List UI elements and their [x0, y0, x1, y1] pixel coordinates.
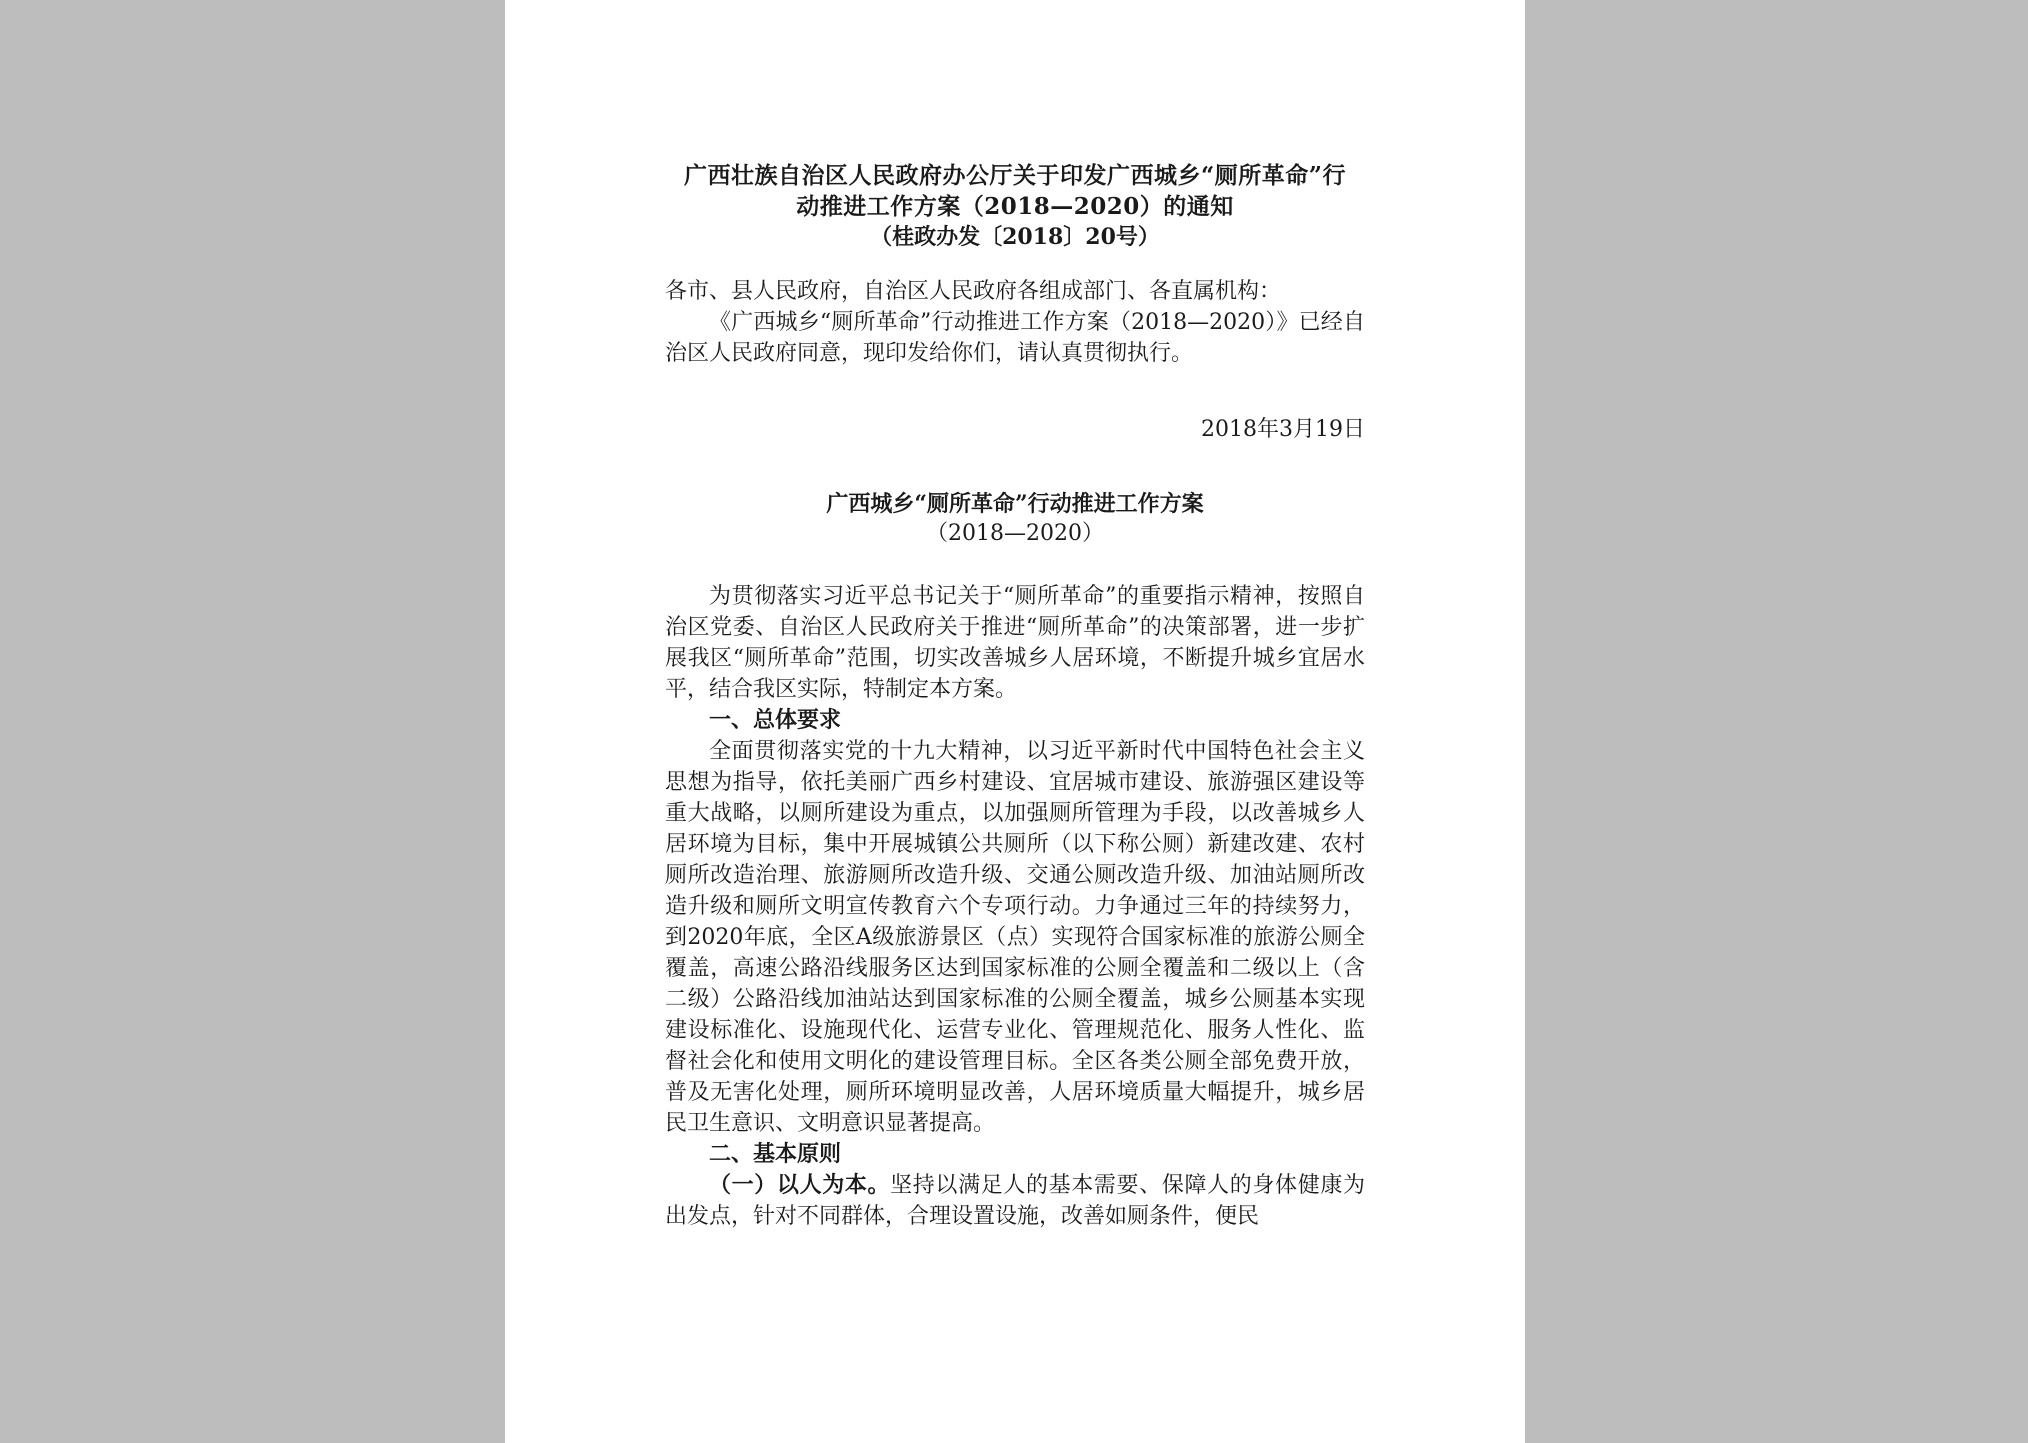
- spacer: [665, 549, 1365, 581]
- plan-intro: 为贯彻落实习近平总书记关于“厕所革命”的重要指示精神，按照自治区党委、自治区人民政府关于推进“厕所革命”的决策部署，进一步扩展我区“厕所革命”范围，切实改善城乡人居环境，不断提升城乡宜居水平，结合我区实际，特制定本方案。: [665, 584, 1365, 702]
- notice-title-line1: 广西壮族自治区人民政府办公厅关于印发广西城乡“厕所革命”行: [684, 162, 1346, 189]
- principle1-body: 坚持以满足人的基本需要、保障人的身体健康为出发点，针对不同群体，合理设置设施，改善如厕条件，便民: [665, 1173, 1365, 1229]
- spacer: [665, 369, 1365, 414]
- notice-body: 《广西城乡“厕所革命”行动推进工作方案（2018—2020）》已经自治区人民政府同意，现印发给你们，请认真贯彻执行。: [665, 310, 1365, 366]
- notice-date: 2018年3月19日: [1201, 417, 1365, 442]
- plan-title: 广西城乡“厕所革命”行动推进工作方案: [826, 491, 1204, 517]
- principle1-paragraph: [665, 1170, 1365, 1232]
- spacer: [665, 445, 1365, 489]
- section1-body: 全面贯彻落实党的十九大精神，以习近平新时代中国特色社会主义思想为指导，依托美丽广西乡村建设、宜居城市建设、旅游强区建设等重大战略，以厕所建设为重点，以加强厕所管理为手段，以改善城乡人居环境为目标，集中开展城镇公共厕所（以下称公厕）新建改建、农村厕所改造治理、旅游厕所改造升级、交通公厕改造升级、加油站厕所改造升级和厕所文明宣传教育六个专项行动。力争通过三年的持续努力，到2020年底，全区A级旅游景区（点）实现符合国家标准的旅游公厕全覆盖，高速公路沿线服务区达到国家标准的公厕全覆盖和二级以上（含二级）公路沿线加油站达到国家标准的公厕全覆盖，城乡公厕基本实现建设标准化、设施现代化、运营专业化、管理规范化、服务人性化、监督社会化和使用文明化的建设管理目标。全区各类公厕全部免费开放，普及无害化处理，厕所环境明显改善，人居环境质量大幅提升，城乡居民卫生意识、文明意识显著提高。: [665, 739, 1365, 1136]
- document-content: [665, 160, 1365, 1232]
- notice-doc-number: （桂政办发〔2018〕20号）: [870, 224, 1160, 250]
- principle1-label: （一）以人为本。: [709, 1172, 891, 1198]
- document-page: [505, 0, 1525, 1443]
- plan-years: （2018—2020）: [926, 521, 1104, 546]
- notice-title-line2: 动推进工作方案（2018—2020）的通知: [796, 193, 1234, 220]
- section1-heading: 一、总体要求: [709, 707, 842, 733]
- notice-salutation: 各市、县人民政府，自治区人民政府各组成部门、各直属机构：: [665, 279, 1282, 304]
- section2-heading: 二、基本原则: [709, 1141, 842, 1167]
- spacer: [665, 252, 1365, 276]
